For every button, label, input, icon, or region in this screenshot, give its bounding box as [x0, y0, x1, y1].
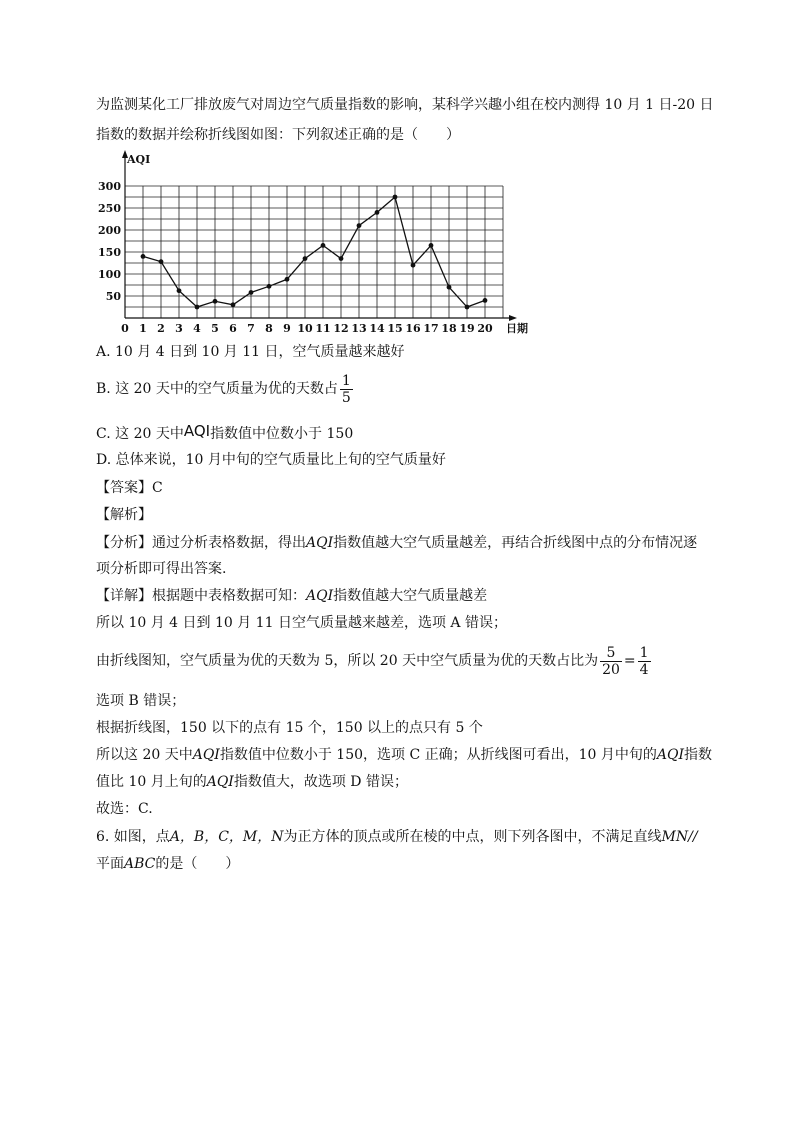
y-tick-label: 50 [105, 290, 121, 303]
data-point [393, 195, 398, 200]
detail-line-6-c: 指数 [684, 747, 713, 763]
y-tick-label: 200 [98, 224, 121, 237]
fenxi-label: 【分析】 [96, 535, 152, 551]
option-c-aqi: AQI [183, 422, 211, 440]
x-tick-label: 18 [441, 322, 457, 335]
x-tick-label: 3 [175, 322, 183, 335]
fraction-1-4-denominator: 4 [639, 661, 649, 678]
q6-points: A，B，C，M，N [169, 829, 284, 845]
detail-text-1: 根据题中表格数据可知： [152, 588, 306, 604]
fenxi-text-2: 指数值越大空气质量越差，再结合折线图中点的分布情况逐 [333, 535, 698, 551]
option-c-text-post: 指数值中位数小于 150 [210, 426, 354, 442]
option-b-denominator: 5 [341, 389, 351, 406]
q6-mn: MN// [661, 829, 698, 845]
data-point [267, 284, 272, 289]
detail-aqi: AQI [306, 588, 334, 604]
fenxi-line-2: 项分析即可得出答案. [96, 561, 227, 577]
q6-line-1-a: 6. 如图，点 [96, 829, 170, 845]
x-axis-arrow [509, 315, 517, 321]
x-tick-label: 19 [459, 322, 475, 335]
q6-abc: ABC [124, 856, 156, 872]
q6-line-2-b: 的是（ ） [155, 856, 240, 872]
x-tick-labels [121, 322, 493, 335]
option-c [96, 422, 353, 443]
data-point [429, 243, 434, 248]
q6-line-1 [96, 828, 698, 846]
x-tick-label: 1 [139, 322, 147, 335]
data-point [411, 263, 416, 268]
detail-line-5: 根据折线图，150 以下的点有 15 个，150 以上的点只有 5 个 [96, 720, 483, 736]
question-line-1: 为监测某化工厂排放废气对周边空气质量指数的影响，某科学兴趣小组在校内测得 10 月 1 日-20 日 [96, 97, 714, 113]
x-axis-label: 日期 [506, 322, 528, 335]
aqi-line-chart [90, 148, 540, 338]
data-point [177, 288, 182, 293]
detail-line-7-aqi: AQI [206, 774, 234, 790]
detail-line-6 [96, 746, 712, 764]
data-point [375, 210, 380, 215]
x-tick-label: 10 [297, 322, 313, 335]
x-tick-label: 16 [405, 322, 421, 335]
option-b-text: B. 这 20 天中的空气质量为优的天数占 [96, 381, 338, 397]
fraction-1-4-numerator: 1 [639, 644, 649, 661]
data-point [465, 305, 470, 310]
detail-label: 【详解】 [96, 588, 152, 604]
answer-value: C [152, 480, 163, 496]
x-tick-label: 6 [229, 322, 237, 335]
option-b [96, 369, 355, 409]
x-tick-label: 12 [333, 322, 349, 335]
detail-line-7 [96, 773, 408, 791]
detail-line-2: 所以 10 月 4 日到 10 月 11 日空气质量越来越差，选项 A 错误； [96, 615, 507, 631]
question-line-2: 指数的数据并绘称折线图如图：下列叙述正确的是（ ） [96, 127, 460, 143]
option-c-text-pre: C. 这 20 天中 [96, 426, 184, 442]
data-point [249, 290, 254, 295]
option-b-fraction [340, 373, 353, 406]
analysis-title: 【解析】 [96, 507, 152, 523]
q6-line-2 [96, 855, 239, 873]
y-tick-label: 150 [98, 246, 121, 259]
x-tick-label: 5 [211, 322, 219, 335]
data-point [231, 302, 236, 307]
detail-line-4: 选项 B 错误； [96, 693, 186, 709]
y-tick-label: 250 [98, 202, 121, 215]
y-axis-label: AQI [127, 153, 151, 166]
detail-line-6-aqi: AQI [192, 747, 220, 763]
detail-line-6-b: 指数值中位数小于 150，选项 C 正确；从折线图可看出，10 月中旬的 [219, 747, 657, 763]
detail-line-3 [96, 640, 653, 682]
chart-axes [122, 150, 517, 321]
x-tick-label: 4 [193, 322, 201, 335]
option-b-numerator: 1 [341, 372, 351, 389]
x-tick-label: 14 [369, 322, 385, 335]
fraction-5-20-denominator: 20 [602, 661, 620, 678]
detail-line-6-a: 所以这 20 天中 [96, 747, 193, 763]
detail-line-8: 故选：C. [96, 801, 153, 817]
q6-line-2-a: 平面 [96, 856, 124, 872]
data-point [303, 256, 308, 261]
detail-line-1 [96, 587, 487, 605]
fraction-5-20 [600, 645, 622, 678]
data-point [483, 298, 488, 303]
fraction-1-4 [638, 645, 651, 678]
x-tick-label: 8 [265, 322, 273, 335]
fenxi-text-1: 通过分析表格数据，得出 [152, 535, 306, 551]
equals-sign: = [623, 653, 636, 669]
fraction-5-20-numerator: 5 [600, 645, 622, 662]
detail-line-3-text: 由折线图知，空气质量为优的天数为 5，所以 20 天中空气质量为优的天数占比为 [96, 653, 599, 669]
answer-label: 【答案】 [96, 480, 152, 496]
x-tick-label: 15 [387, 322, 403, 335]
x-tick-label: 0 [121, 322, 129, 335]
option-a: A. 10 月 4 日到 10 月 11 日，空气质量越来越好 [96, 344, 405, 360]
data-point [285, 277, 290, 282]
fenxi-line-1 [96, 534, 697, 552]
detail-line-7-a: 值比 10 月上旬的 [96, 774, 207, 790]
q6-line-1-b: 为正方体的顶点或所在棱的中点，则下列各图中，不满足直线 [283, 829, 662, 845]
data-point [159, 259, 164, 264]
data-point [213, 299, 218, 304]
data-point [195, 305, 200, 310]
detail-line-7-b: 指数值大，故选项 D 错误； [233, 774, 408, 790]
data-point [141, 254, 146, 259]
option-d: D. 总体来说，10 月中旬的空气质量比上旬的空气质量好 [96, 452, 446, 468]
y-tick-label: 300 [98, 180, 121, 193]
x-tick-label: 9 [283, 322, 291, 335]
detail-line-6-aqi-2: AQI [656, 747, 685, 763]
data-point [321, 243, 326, 248]
answer-line [96, 479, 163, 497]
data-point [339, 256, 344, 261]
detail-text-2: 指数值越大空气质量越差 [333, 588, 488, 604]
x-tick-label: 11 [315, 322, 331, 335]
x-tick-label: 17 [423, 322, 439, 335]
y-tick-label: 100 [98, 268, 121, 281]
x-tick-label: 2 [157, 322, 165, 335]
fenxi-aqi: AQI [306, 535, 334, 551]
x-tick-label: 13 [351, 322, 367, 335]
data-point [447, 285, 452, 290]
x-tick-label: 20 [477, 322, 493, 335]
data-point [357, 223, 362, 228]
y-tick-labels [98, 180, 121, 303]
x-tick-label: 7 [247, 322, 255, 335]
